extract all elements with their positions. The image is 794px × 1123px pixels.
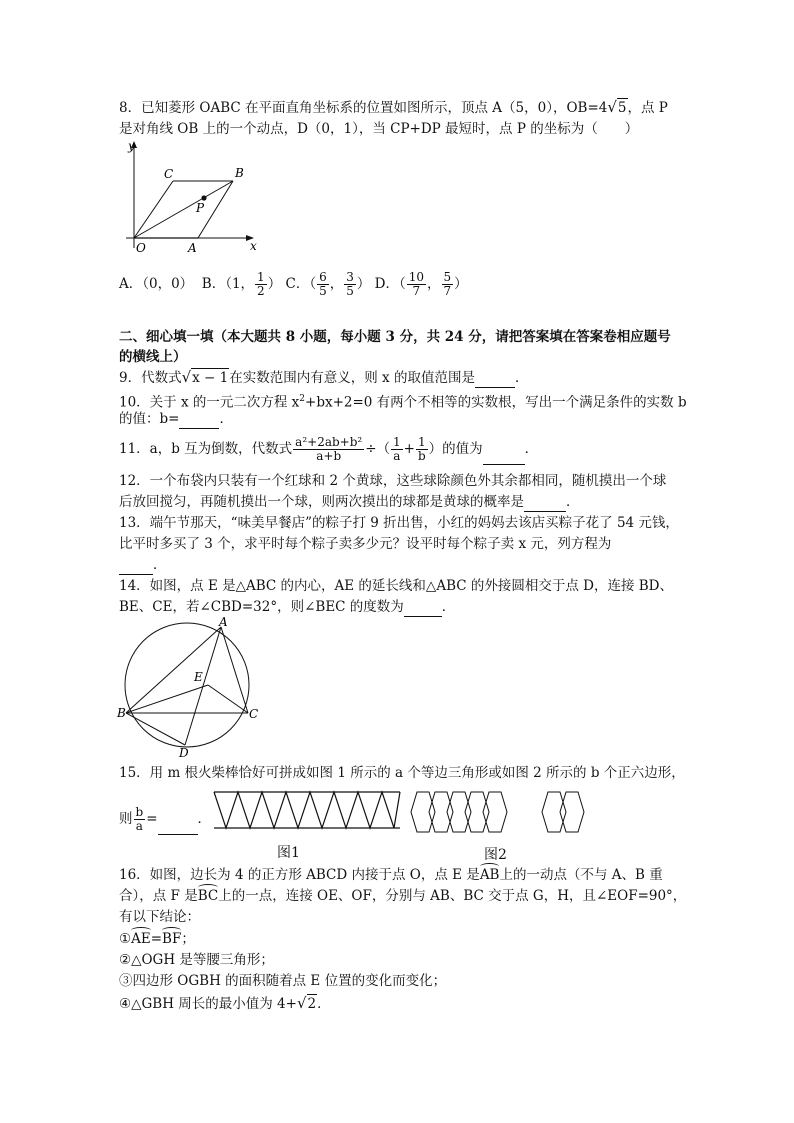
label-y: y: [128, 139, 135, 153]
q16-line1: [119, 866, 663, 884]
c4-pre: ④△GBH 周长的最小值为 4+: [119, 996, 297, 1012]
q13-line2: 比平时多买了 3 个，求平时每个粽子卖多少元？设平时每个粽子卖 x 元，列方程为: [119, 536, 612, 552]
side-AB: [126, 627, 221, 713]
hexagon: [411, 792, 435, 832]
frac: [391, 436, 403, 463]
q9-pre: 9．代数式: [119, 370, 182, 386]
line-AD: [185, 627, 221, 745]
frac: [416, 436, 428, 463]
label-P: P: [196, 201, 205, 215]
q10-end: ．: [219, 411, 233, 427]
q9-end: ．: [514, 370, 529, 386]
hexagon: [465, 792, 489, 832]
num: 5: [443, 270, 452, 284]
frac: [442, 271, 454, 298]
label-B: B: [117, 706, 126, 720]
den: 7: [412, 284, 421, 298]
hexagon: [429, 792, 453, 832]
q13-line1: 13．端午节那天，“味美早餐店”的粽子打 9 折出售，小红的妈妈去该店买粽子花了 54 元钱，: [119, 515, 679, 531]
q15-line2: [119, 804, 211, 835]
q11-post: ）的值为: [428, 441, 483, 457]
q15-then: 则: [119, 811, 133, 827]
option-c-post: ）: [356, 276, 371, 292]
label-D: D: [179, 746, 189, 759]
q12-line2-text: 后放回搅匀，再随机摸出一个球，则两次摸出的球都是黄球的概率是: [119, 494, 524, 510]
q14-line2-text: BE、CE，若∠CBD=32°，则∠BEC 的度数为: [119, 599, 404, 615]
q10-post: +bx+2=0 有两个不相等的实数根，写出一个满足条件的实数 b: [305, 394, 687, 411]
q11: [119, 434, 538, 465]
answer-blank[interactable]: [524, 493, 566, 512]
frac: [134, 806, 146, 833]
option-c-pre: C．（: [285, 276, 317, 292]
q16-line2-pre: 合），点 F 是: [119, 888, 198, 904]
label-O: O: [136, 241, 146, 255]
q14-circle-figure: [115, 617, 265, 759]
side-OC: [134, 181, 173, 238]
label-C: C: [164, 167, 174, 181]
den: b: [417, 449, 426, 463]
circumcircle: [125, 623, 249, 747]
q9-radicand: x − 1: [192, 370, 229, 386]
q11-div: ÷（: [365, 441, 391, 457]
q16-line1-post: 上的一动点（不与 A、B 重: [499, 867, 663, 883]
num: a²+2ab+b²: [295, 435, 363, 449]
section2-title-cont: 的横线上）: [119, 349, 187, 365]
num: 10: [408, 270, 425, 284]
num: 1: [257, 270, 265, 284]
c4-post: ．: [317, 996, 331, 1012]
den: 5: [319, 284, 327, 298]
q11-pre: 11．a，b 互为倒数，代数式: [119, 441, 293, 457]
q15-end: ．: [197, 811, 211, 827]
q9: [119, 368, 528, 388]
point-P: [201, 195, 206, 200]
c4-radicand: 2: [307, 996, 317, 1012]
label-C: C: [249, 707, 259, 721]
q13-end: ．: [153, 557, 167, 573]
figure1-caption: 图1: [277, 845, 300, 861]
q9-post: 在实数范围内有意义，则 x 的取值范围是: [229, 370, 475, 386]
q10-line2: [119, 410, 233, 429]
answer-blank[interactable]: [119, 556, 153, 575]
den: 2: [257, 284, 265, 298]
sep: ，: [427, 276, 441, 292]
den: 7: [443, 284, 452, 298]
c1-eq: =: [150, 931, 163, 947]
q11-end: ．: [524, 441, 539, 457]
q14-line1: 14．如图，点 E 是△ABC 的内心，AE 的延长线和△ABC 的外接圆相交于点 D，连接 BD、: [119, 578, 674, 594]
side-AC: [221, 627, 248, 713]
q16-conclusion-1: [119, 930, 195, 948]
q16-conclusion-3: ③四边形 OGBH 的面积随着点 E 位置的变化而变化；: [119, 973, 447, 989]
figure2-caption: 图2: [484, 847, 507, 863]
q14-end: ．: [441, 599, 456, 615]
q8-line2: 是对角线 OB 上的一个动点，D（0，1），当 CP+DP 最短时，点 P 的坐标为（ ）: [119, 121, 639, 137]
q13-line3: [119, 556, 167, 575]
q14-line2: [119, 598, 455, 617]
option-a: A．（0，0）: [119, 276, 194, 292]
option-d: [374, 270, 468, 298]
section2-title: 二、细心填一填（本大题共 8 小题，每小题 3 分，共 24 分，请把答案填在答案卷相应题号: [119, 329, 671, 345]
den: a: [135, 819, 143, 833]
num: 1: [393, 435, 401, 449]
hexagon: [447, 792, 471, 832]
label-A: A: [219, 617, 228, 629]
q10-line1: [119, 390, 687, 412]
sep: ，: [329, 276, 344, 292]
q12-line2: [119, 493, 580, 512]
q16-line2-post: 上的一点，连接 OE、OF，分别与 AB、BC 交于点 G，H，且∠EOF=90°，: [218, 888, 687, 904]
sqrt-sign: √: [296, 994, 307, 1012]
c1-pre: ①: [119, 931, 132, 947]
num: b: [135, 805, 144, 819]
q12-end: ．: [566, 494, 580, 510]
q8-line1: [119, 98, 668, 117]
frac: [344, 271, 356, 298]
hexagon: [560, 792, 584, 832]
q11-main-frac: [293, 436, 364, 463]
frac: [317, 271, 329, 298]
option-d-pre: D．（: [374, 276, 406, 292]
q16-line3: 有以下结论：: [119, 909, 200, 925]
line-CE: [208, 685, 248, 713]
option-b: [201, 270, 282, 298]
answer-blank[interactable]: [158, 804, 198, 835]
q16-line1-pre: 16．如图，边长为 4 的正方形 ABCD 内接于点 O，点 E 是: [119, 867, 480, 883]
label-E: E: [194, 670, 203, 684]
hexagon: [483, 792, 507, 832]
num: 3: [346, 270, 354, 284]
q16-line2: [119, 887, 686, 905]
hexagon: [542, 792, 566, 832]
q10-pre: 10．关于 x 的一元二次方程 x: [119, 394, 300, 411]
option-c: [285, 270, 371, 298]
q10-sup: 2: [299, 394, 306, 404]
arc-BC: BC: [197, 888, 219, 904]
q8-text-b: ，点 P: [627, 100, 668, 116]
label-x: x: [250, 239, 257, 253]
q12-line1: 12．一个布袋内只装有一个红球和 2 个黄球，这些球除颜色外其余都相同，随机摸出一个球: [119, 473, 667, 489]
q8-rhombus-figure: [118, 136, 268, 256]
c1-post: ；: [181, 931, 195, 947]
plus: +: [403, 441, 415, 457]
q15-eq: =: [146, 811, 158, 827]
q15-figure2-hexagons: [405, 790, 595, 840]
q15-line1: 15．用 m 根火柴棒恰好可拼成如图 1 所示的 a 个等边三角形或如图 2 所示的 b 个正六边形，: [119, 765, 685, 781]
option-d-post: ）: [454, 276, 468, 292]
arc-BF: BF: [162, 931, 182, 947]
line-BD: [126, 713, 185, 745]
arc-AB: AB: [479, 867, 500, 883]
den: a: [393, 449, 401, 463]
num: 6: [319, 270, 327, 284]
q8-text-a: 8．已知菱形 OABC 在平面直角坐标系的位置如图所示，顶点 A（5，0），OB=4: [119, 100, 608, 116]
q16-conclusion-2: ②△OGH 是等腰三角形；: [119, 952, 274, 968]
option-b-post: ）: [267, 276, 282, 292]
num: 1: [416, 436, 428, 450]
sqrt-sign: √: [181, 368, 192, 386]
answer-blank[interactable]: [483, 434, 525, 465]
answer-blank[interactable]: [179, 410, 219, 429]
q16-conclusion-4: [119, 994, 331, 1013]
answer-blank[interactable]: [404, 598, 442, 617]
frac: [255, 271, 267, 298]
label-A: A: [188, 241, 197, 255]
q8-options: [119, 270, 468, 298]
q15-figure1-triangles: [210, 788, 410, 838]
q10-line2-text: 的值：b=: [119, 411, 180, 427]
den: 5: [346, 284, 354, 298]
zigzag: [214, 792, 400, 828]
frac: [407, 271, 426, 298]
label-B: B: [235, 166, 244, 180]
sqrt-sign: √: [607, 98, 617, 116]
den: a+b: [316, 449, 342, 463]
option-b-pre: B．（1，: [201, 276, 255, 292]
diagonal-OB: [134, 181, 233, 238]
q8-radicand: 5: [617, 100, 627, 116]
arc-AE: AE: [131, 931, 151, 947]
answer-blank[interactable]: [475, 369, 515, 388]
